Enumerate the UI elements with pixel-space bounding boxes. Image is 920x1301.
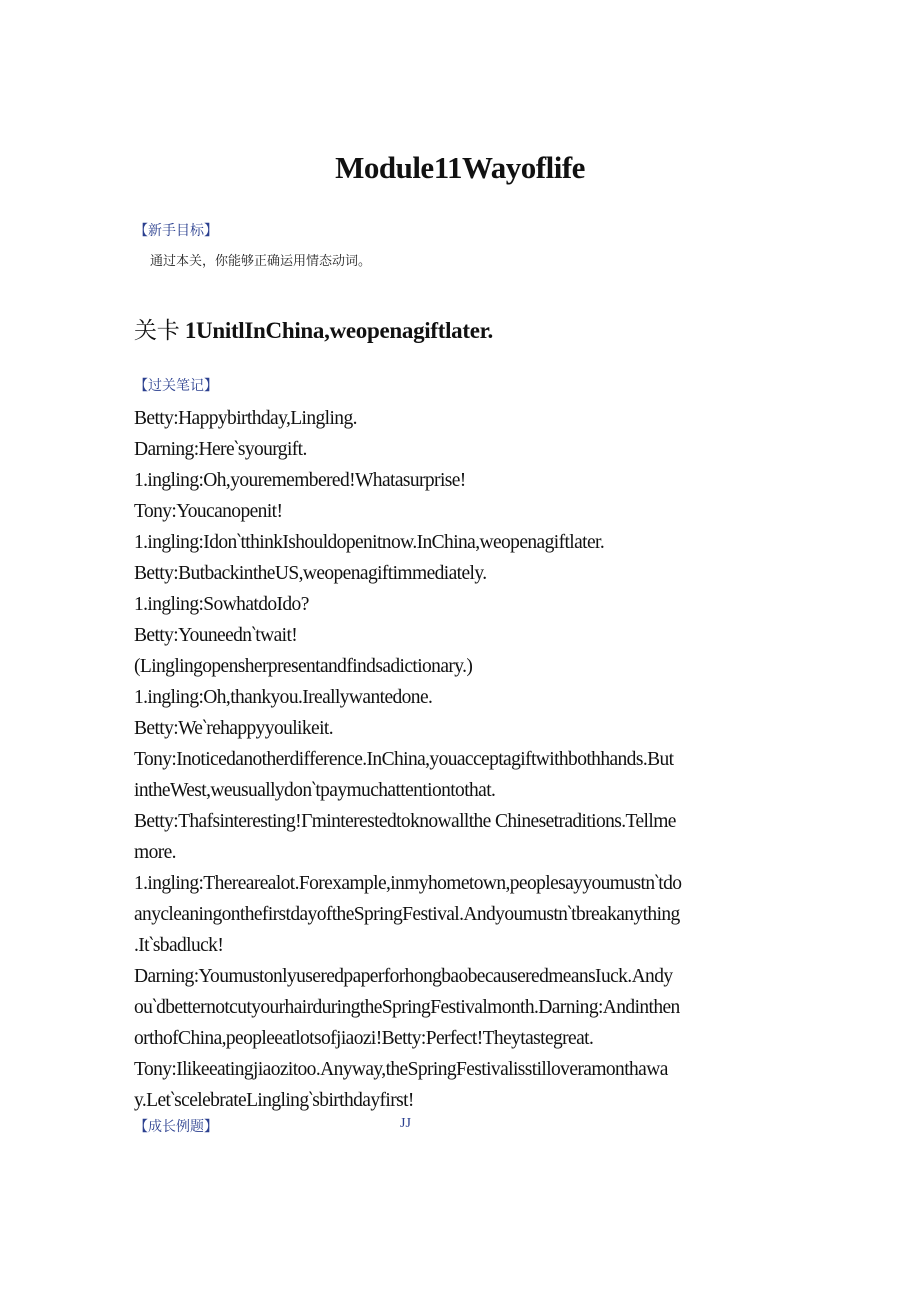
dialogue-line: more. — [134, 842, 176, 863]
footnote-text: JJ — [400, 1116, 411, 1131]
dialogue-line: Betty:ButbackintheUS,weopenagiftimmediately. — [134, 563, 487, 584]
dialogue-line: (Linglingopensherpresentandfindsadictionary.) — [134, 656, 473, 677]
example-tag: 【成长例题】 — [134, 1119, 218, 1135]
level-title: 1UnitlInChina,weopenagiftlater. — [179, 318, 493, 343]
dialogue-line: Darning:Here‵syourgift. — [134, 439, 307, 460]
dialogue-line: 1.ingling:Oh,thankyou.Ireallywantedone. — [134, 687, 433, 708]
dialogue-line: Betty:Youneedn‵twait! — [134, 625, 298, 646]
dialogue-line: 1.ingling:SowhatdoIdo? — [134, 594, 309, 615]
dialogue-line: 1.ingling:Oh,youremembered!Whatasurprise! — [134, 470, 466, 491]
dialogue-line: ou‵dbetternotcutyourhairduringtheSpringFestivalmonth.Darning:Andinthen — [134, 997, 680, 1018]
dialogue-line: Tony:Inoticedanotherdifference.InChina,youacceptagiftwithbothhands.But — [134, 749, 674, 770]
dialogue-line: Betty:Thafsinteresting!Γminterestedtoknowallthe Chinesetraditions.Tellme — [134, 811, 676, 832]
dialogue-line: Darning:YoumustonlyuseredpaperforhongbaobecauseredmeansIuck.Andy — [134, 966, 673, 987]
level-prefix: 关卡 — [134, 318, 180, 344]
dialogue-line: Tony:Youcanopenit! — [134, 501, 283, 522]
goal-text: 通过本关，你能够正确运用情态动词。 — [150, 254, 372, 269]
notes-tag: 【过关笔记】 — [134, 378, 218, 394]
level-heading — [134, 312, 493, 345]
dialogue-line: intheWest,weusuallydon‵tpaymuchattentiontothat. — [134, 780, 496, 801]
dialogue-line: y.Let‵scelebrateLingling‵sbirthdayfirst! — [134, 1090, 414, 1111]
goal-tag: 【新手目标】 — [134, 223, 218, 239]
dialogue-line: orthofChina,peopleeatlotsofjiaozi!Betty:Perfect!Theytastegreat. — [134, 1028, 594, 1049]
dialogue-line: Tony:Ilikeeatingjiaozitoo.Anyway,theSpringFestivalisstilloveramonthawa — [134, 1059, 668, 1080]
dialogue-line: Betty:We‵rehappyyoulikeit. — [134, 718, 333, 739]
dialogue-line: .It‵sbadluck! — [134, 935, 224, 956]
dialogue-line: 1.ingling:Therearealot.Forexample,inmyhometown,peoplesayyoumustn‵tdo — [134, 873, 682, 894]
dialogue-line: Betty:Happybirthday,Lingling. — [134, 408, 357, 429]
page-title: Module11Wayoflife — [335, 150, 585, 185]
dialogue-text — [134, 403, 788, 1116]
dialogue-line: 1.ingling:Idon‵tthinkIshouldopenitnow.InChina,weopenagiftlater. — [134, 532, 605, 553]
dialogue-line: anycleaningonthefirstdayoftheSpringFestival.Andyoumustn‵tbreakanything — [134, 904, 680, 925]
